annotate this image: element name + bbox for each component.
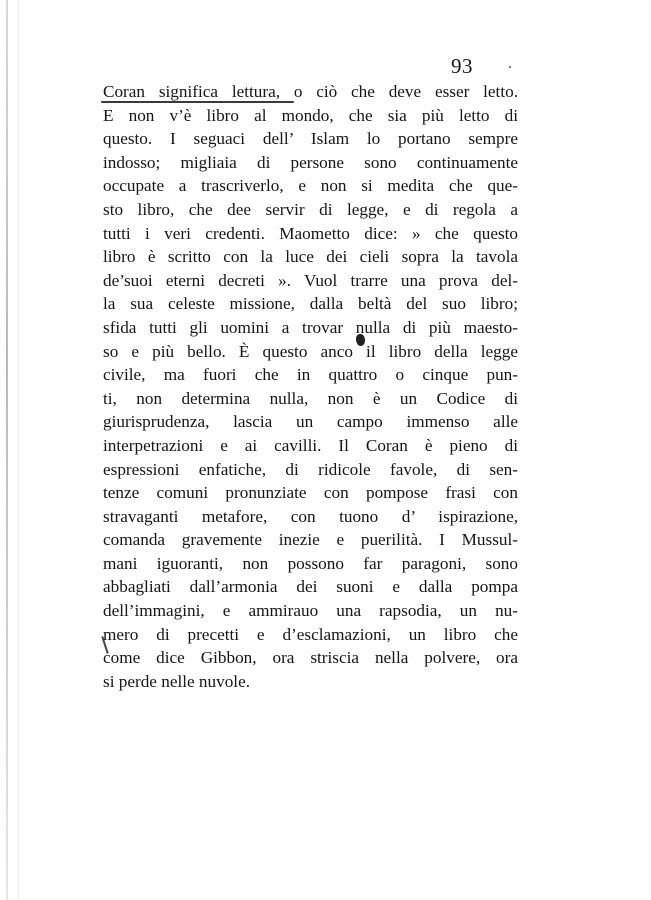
- body-text: [103, 80, 518, 693]
- text-line: E non v’è libro al mondo, che sia più letto di: [103, 105, 518, 125]
- stray-ink-dot: [509, 66, 511, 68]
- text-line: espressioni enfatiche, di ridicole favole, di sen-: [103, 459, 518, 479]
- text-line: mero di precetti e d’esclamazioni, un libro che: [103, 624, 518, 644]
- page-number: 93: [451, 54, 473, 78]
- text-line: questo. I seguaci dell’ Islam lo portano sempre: [103, 129, 518, 149]
- text-line: stravaganti metafore, con tuono d’ ispirazione,: [103, 506, 518, 526]
- text-line: Coran significa lettura, o ciò che deve esser letto.: [103, 82, 518, 101]
- page-binding-edge: [6, 0, 8, 900]
- text-line: la sua celeste missione, dalla beltà del suo libro;: [103, 294, 518, 314]
- text-line: sfida tutti gli uomini a trovar nulla di più maesto-: [103, 317, 518, 337]
- text-line: libro è scritto con la luce dei cieli sopra la tavola: [103, 247, 518, 267]
- text-line: si perde nelle nuvole.: [103, 671, 251, 691]
- text-line: de’suoi eterni decreti ». Vuol trarre una prova del-: [103, 270, 518, 290]
- text-line: dell’immagini, e ammirauo una rapsodia, un nu-: [103, 601, 518, 621]
- page-binding-shadow: [18, 0, 19, 900]
- text-line: tenze comuni pronunziate con pompose frasi con: [103, 483, 518, 503]
- text-line: abbagliati dall’armonia dei suoni e dalla pompa: [103, 577, 518, 597]
- text-line: so e più bello. È questo anco il libro della legge: [103, 341, 518, 361]
- text-line: sto libro, che dee servir di legge, e di regola a: [103, 199, 518, 219]
- text-line: civile, ma fuori che in quattro o cinque pun-: [103, 365, 518, 385]
- text-line: mani iguoranti, non possono far paragoni, sono: [103, 553, 518, 573]
- text-line: interpetrazioni e ai cavilli. Il Coran è pieno di: [103, 435, 518, 455]
- text-line: ti, non determina nulla, non è un Codice di: [103, 388, 518, 408]
- text-line: giurisprudenza, lascia un campo immenso alle: [103, 412, 518, 432]
- text-line: come dice Gibbon, ora striscia nella polvere, ora: [103, 648, 518, 668]
- text-line: comanda gravemente inezie e puerilità. I Mussul-: [103, 530, 518, 550]
- text-line: indosso; migliaia di persone sono continuamente: [103, 152, 518, 172]
- text-line: tutti i veri credenti. Maometto dice: » che questo: [103, 223, 518, 243]
- text-line: occupate a trascriverlo, e non si medita che que-: [103, 176, 518, 196]
